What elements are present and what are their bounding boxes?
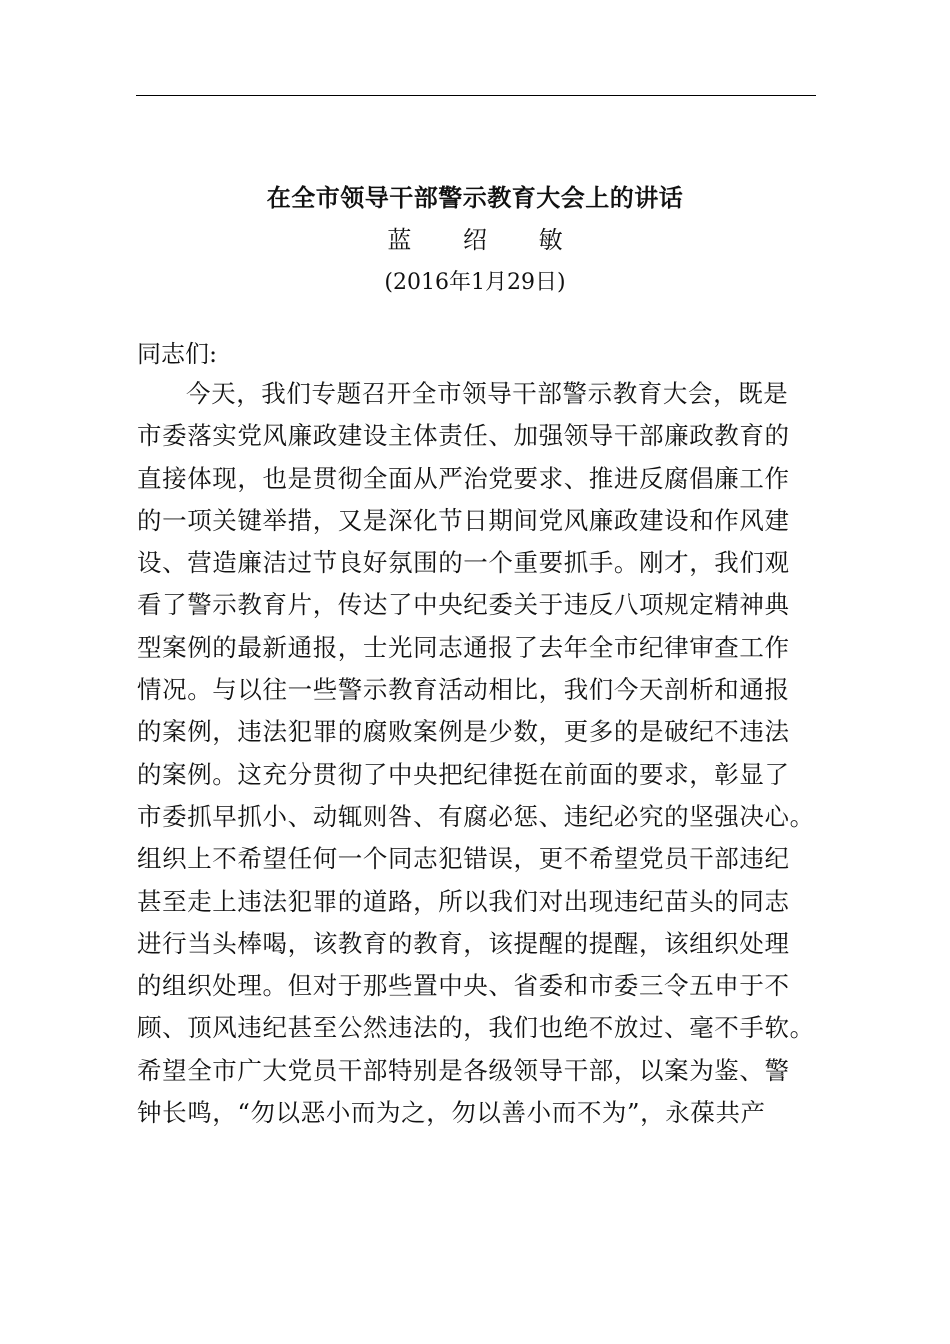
body-line: 的一项关键举措，又是深化节日期间党风廉政建设和作风建 bbox=[137, 505, 790, 535]
body-line: 的组织处理。但对于那些置中央、省委和市委三令五申于不 bbox=[137, 971, 790, 1001]
body-line: 顾、顶风违纪甚至公然违法的，我们也绝不放过、毫不手软。 bbox=[137, 1013, 815, 1043]
body-line: 今天，我们专题召开全市领导干部警示教育大会，既是 bbox=[186, 379, 789, 408]
body-line: 情况。与以往一些警示教育活动相比，我们今天剖析和通报 bbox=[137, 675, 790, 705]
body-line: 的案例，违法犯罪的腐败案例是少数，更多的是破纪不违法 bbox=[137, 717, 790, 747]
speech-date: (2016年1月29日) bbox=[384, 270, 566, 295]
body-line: 组织上不希望任何一个同志犯错误，更不希望党员干部违纪 bbox=[137, 844, 790, 874]
author-name: 蓝 绍 敏 bbox=[387, 226, 585, 254]
body-line: 市委抓早抓小、动辄则咎、有腐必惩、违纪必究的坚强决心。 bbox=[137, 801, 815, 831]
body-line: 的案例。这充分贯彻了中央把纪律挺在前面的要求，彰显了 bbox=[137, 759, 790, 789]
salutation: 同志们: bbox=[137, 340, 218, 368]
body-line: 甚至走上违法犯罪的道路，所以我们对出现违纪苗头的同志 bbox=[137, 886, 790, 916]
header-rule bbox=[136, 95, 816, 96]
body-line: 直接体现，也是贯彻全面从严治党要求、推进反腐倡廉工作 bbox=[137, 463, 790, 493]
body-line: 型案例的最新通报，士光同志通报了去年全市纪律审查工作 bbox=[137, 632, 790, 662]
body-line: 进行当头棒喝，该教育的教育，该提醒的提醒，该组织处理 bbox=[137, 928, 790, 958]
body-text bbox=[137, 373, 822, 1134]
speech-title: 在全市领导干部警示教育大会上的讲话 bbox=[266, 184, 684, 212]
body-line: 希望全市广大党员干部特别是各级领导干部，以案为鉴、警 bbox=[137, 1055, 790, 1085]
body-line: 设、营造廉洁过节良好氛围的一个重要抓手。刚才，我们观 bbox=[137, 548, 790, 578]
body-line: 市委落实党风廉政建设主体责任、加强领导干部廉政教育的 bbox=[137, 421, 790, 451]
body-line: 看了警示教育片，传达了中央纪委关于违反八项规定精神典 bbox=[137, 590, 790, 620]
body-line: 钟长鸣，“勿以恶小而为之，勿以善小而不为”，永葆共产 bbox=[137, 1098, 766, 1128]
